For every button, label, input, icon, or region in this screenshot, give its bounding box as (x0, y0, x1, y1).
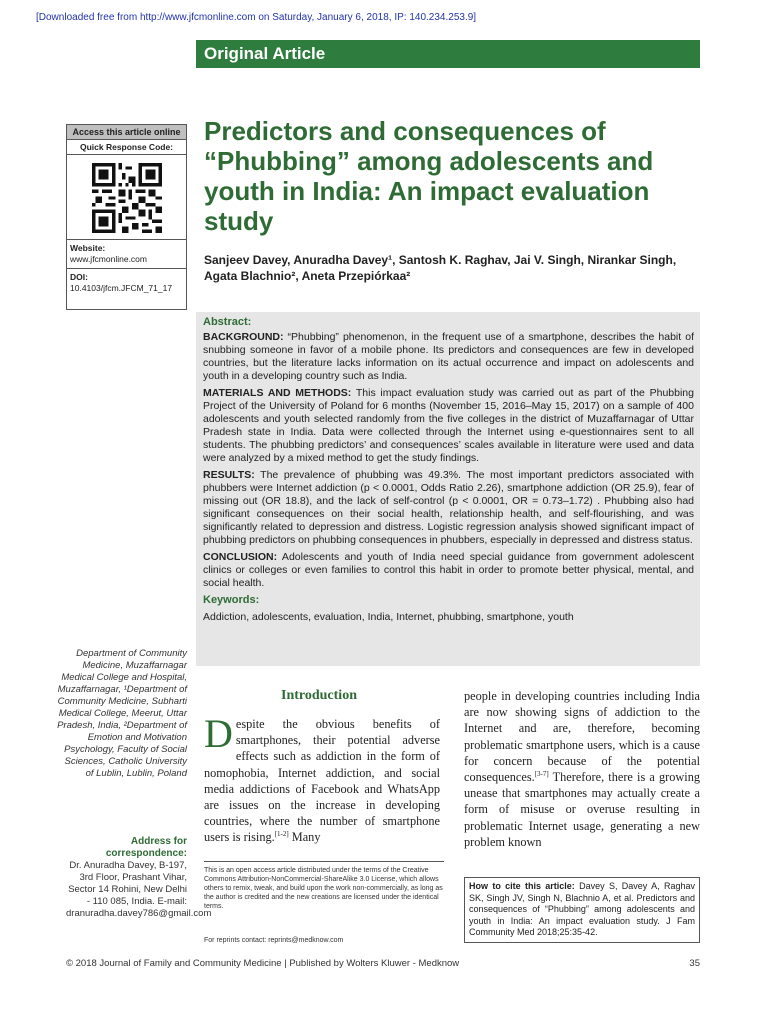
license-divider (204, 861, 444, 862)
website-section (67, 239, 186, 268)
results-heading: RESULTS: (203, 469, 255, 481)
results-text: The prevalence of phubbing was 49.3%. The most important predictors associated with phubbers were Internet addiction (p < 0.0001, Odds Ratio 2.26), smartphone addiction (OR 25.9), fear of missing out (OR 18.8), and the lack of self-control (p < 0.0001, OR = 0.73–1.72) . Phubbing also had significant consequences on their social health, relationship health, and self-flourishing, and was significantly related to depression and distress. Logistic regression analysis showed significant impact of phubbing predictors on phubbing consequences in phubbers, especially in depressed and distress status. (203, 469, 694, 546)
abstract-conclusion (203, 551, 694, 590)
abstract-methods (203, 387, 694, 465)
keywords-label: Keywords: (203, 594, 260, 606)
introduction-heading: Introduction (281, 688, 357, 703)
author-affiliation: Department of Community Medicine, Muzaffarnagar Medical College and Hospital, Muzaffarnagar, ¹Department of Community Medicine, Subharti Medical College, Meerut, Uttar Pradesh, India, ²Department of Emotion and Motivation Psychology, Faculty of Social Sciences, Catholic University of Lublin, Lublin, Poland (57, 648, 187, 779)
intro-text-1: espite the obvious benefits of smartphones, their potential adverse effects such as addiction in the form of nomophobia, Internet addiction, and social media addictions of Facebook and WhatsApp are issues on the increase in developing countries, where the number of smartphone users is rising. (204, 717, 440, 845)
how-to-cite-text: Davey S, Davey A, Raghav SK, Singh JV, Singh N, Blachnio A, et al. Predictors and consequences of “Phubbing” among adolescents and youth in India: An impact evaluation study. J Fam Community Med 2018;25:35-42. (469, 881, 695, 937)
page-number: 35 (689, 958, 700, 969)
correspondence-address: Dr. Anuradha Davey, B-197, 3rd Floor, Prashant Vihar, Sector 14 Rohini, New Delhi - 110 085, India. E-mail: dranuradha.davey786@gmail.com (66, 860, 212, 919)
qr-label: Quick Response Code: (67, 140, 186, 155)
intro-text-2a: people in developing countries including India are now showing signs of addiction to the Internet and are, therefore, becoming problematic smartphone users, which is a cause for concern because of the potential consequences. (464, 689, 700, 785)
abstract-results (203, 469, 694, 547)
doi-link[interactable]: 10.4103/jfcm.JFCM_71_17 (70, 283, 173, 293)
website-link[interactable]: www.jfcmonline.com (70, 254, 147, 264)
reprints-contact: For reprints contact: reprints@medknow.com (204, 937, 344, 944)
website-label: Website: (70, 243, 106, 253)
intro-column-2 (464, 688, 700, 850)
drop-cap: D (204, 711, 233, 756)
access-online-box (66, 124, 187, 310)
doi-label: DOI: (70, 272, 88, 282)
background-heading: BACKGROUND: (203, 331, 284, 343)
methods-text: This impact evaluation study was carried out as part of the Phubbing Project of the University of Poland for 6 months (November 15, 2016–May 15, 2017) on a sample of 400 adolescents and youth selected randomly from the five colleges in the district of Muzaffarnagar of Uttar Pradesh state in India. Data were collected through the Internet using e-questionnaires sent to all students. The phubbing predictors’ and consequences’ scales available in literature were used and data were analyzed by a mixed method to get the study findings. (203, 387, 694, 464)
citation-ref-2[interactable]: [3-7] (534, 769, 549, 778)
author-list: Sanjeev Davey, Anuradha Davey¹, Santosh K. Raghav, Jai V. Singh, Nirankar Singh, Agata Blachnio², Aneta Przepiórkaa² (204, 253, 677, 283)
article-type-banner: Original Article (196, 40, 700, 68)
methods-heading: MATERIALS AND METHODS: (203, 387, 352, 399)
keywords-text: Addiction, adolescents, evaluation, India, Internet, phubbing, smartphone, youth (203, 611, 574, 623)
doi-section (67, 268, 186, 297)
abstract-background (203, 331, 694, 383)
abstract-box (196, 312, 700, 666)
intro-text-2b: Therefore, there is a growing unease that smartphones may actually create a form of misuse or overuse resulting in problematic Internet usage, generating a new problem known (464, 770, 700, 849)
qr-code-icon[interactable] (92, 163, 162, 233)
abstract-label: Abstract: (203, 316, 252, 328)
citation-ref-1[interactable]: [1-2] (274, 830, 289, 839)
license-note: This is an open access article distributed under the terms of the Creative Commons Attribution-NonCommercial-ShareAlike 3.0 License, which allows others to remix, tweak, and build upon the work non-commercially, as long as the author is credited and the new creations are licensed under the identical terms. (204, 867, 443, 910)
download-note: [Downloaded free from http://www.jfcmonline.com on Saturday, January 6, 2018, IP: 140.234.253.9] (36, 12, 477, 23)
how-to-cite-label: How to cite this article: (469, 881, 575, 891)
intro-text-1-tail: Many (288, 830, 321, 845)
address-heading: Address for correspondence: (105, 836, 187, 859)
journal-footer: © 2018 Journal of Family and Community Medicine | Published by Wolters Kluwer - Medknow (66, 958, 460, 969)
conclusion-text: Adolescents and youth of India need special guidance from government adolescent clinics or colleges or even families to control this habit in order to promote better physical, mental, and social health. (203, 551, 694, 589)
article-title: Predictors and consequences of “Phubbing” among adolescents and youth in India: An impact evaluation study (204, 116, 654, 236)
intro-column-1 (204, 711, 440, 846)
access-heading: Access this article online (67, 125, 186, 140)
conclusion-heading: CONCLUSION: (203, 551, 278, 563)
how-to-cite-box (464, 877, 700, 943)
background-text: “Phubbing” phenomenon, in the frequent use of a smartphone, describes the habit of snubbing someone in favor of a mobile phone. Its predictors and consequences are few in developed countries, but the literature lacks information on its actual occurrence and impact on adolescents and youth in a developing country such as India. (203, 331, 694, 382)
